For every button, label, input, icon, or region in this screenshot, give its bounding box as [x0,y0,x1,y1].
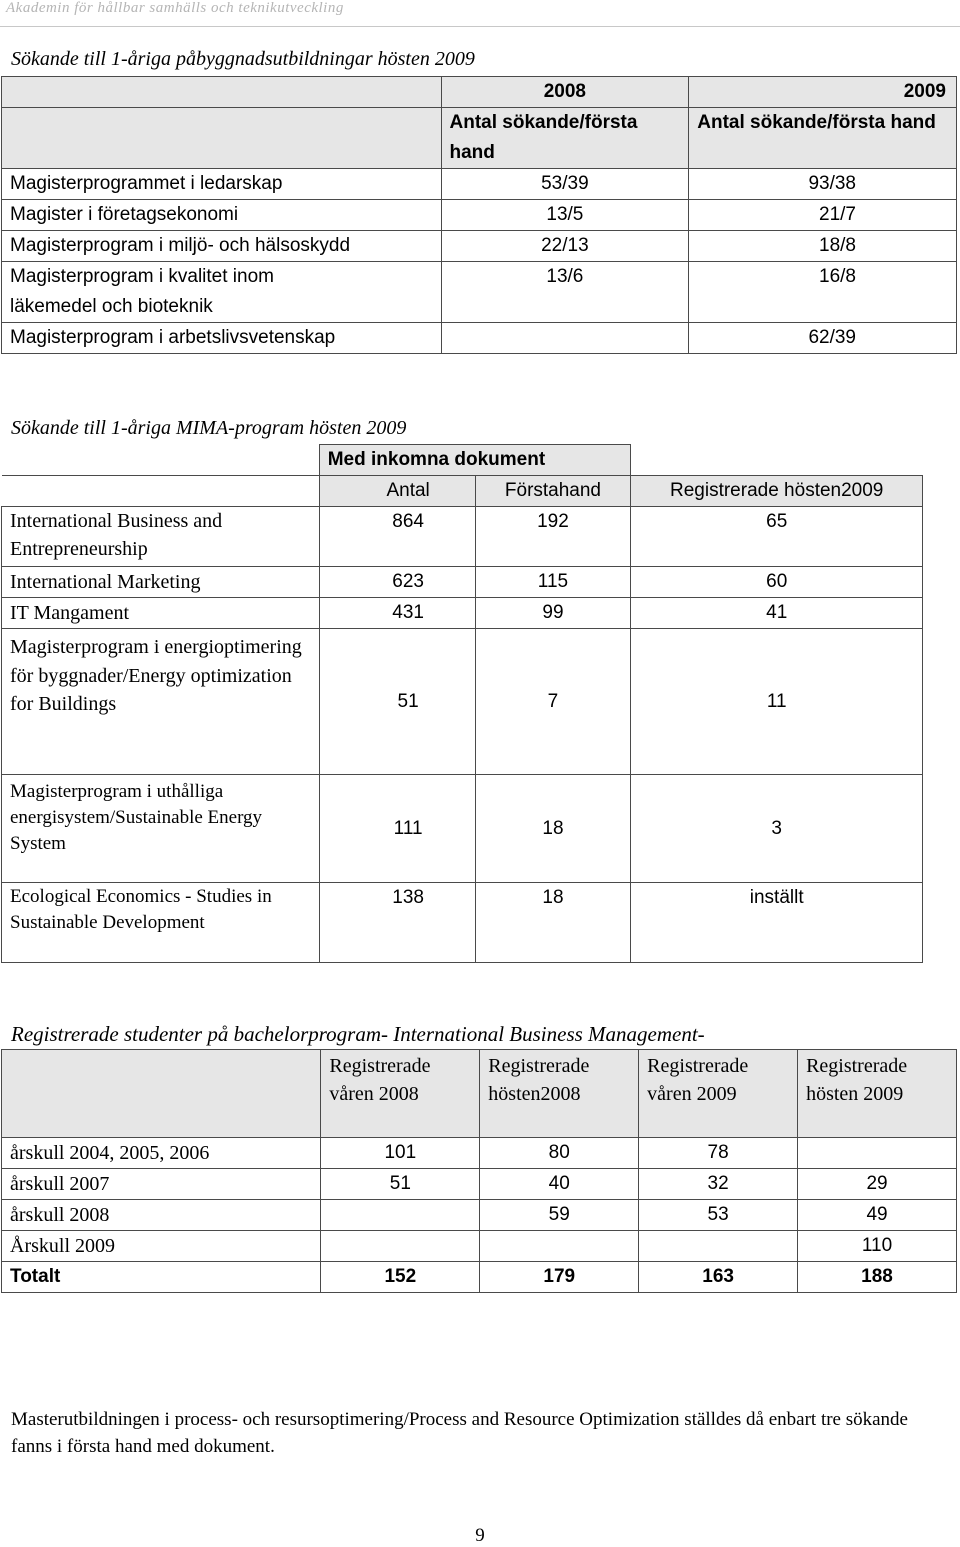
page-number: 9 [475,1525,485,1546]
table-subheader-row [2,108,957,169]
value-2008: 53/39 [441,169,689,200]
table-row [2,1231,957,1262]
group-header-row [2,445,923,476]
table-row [2,231,957,262]
bachelor-table [1,1049,957,1293]
cell-value [639,1231,798,1262]
column-header: Registrerade våren 2008 [321,1050,480,1138]
cohort-name: årskull 2008 [2,1200,321,1231]
program-name: Magister i företagsekonomi [2,200,442,231]
total-value: 163 [639,1262,798,1293]
column-header-empty [2,476,320,507]
column-header: Registrerade hösten 2009 [798,1050,957,1138]
subheader-2009: Antal sökande/första hand [689,108,957,169]
table-header-row [2,77,957,108]
header-empty-cell [2,1050,321,1138]
footnote: Masterutbildningen i process- och resursoptimering/Process and Resource Optimization ställdes då enbart tre sökande fanns i första hand med dokument. [11,1409,908,1457]
table-row [2,883,923,963]
antal-value: 138 [319,883,475,963]
group-header-empty [2,445,320,476]
table-row [2,1169,957,1200]
cell-value: 59 [480,1200,639,1231]
antal-value: 864 [319,507,475,567]
program-name: International Business and Entrepreneurship [2,507,320,567]
antal-value: 431 [319,598,475,629]
mima-table [1,444,923,963]
running-header: Akademin för hållbar samhälls och teknikutveckling [6,0,344,16]
program-name: International Marketing [2,567,320,598]
forstahand-value: 18 [475,883,631,963]
cell-value: 51 [321,1169,480,1200]
table-header-row [2,1050,957,1138]
column-header-row [2,476,923,507]
applicants-table [1,76,957,354]
cell-value: 80 [480,1138,639,1169]
forstahand-value: 115 [475,567,631,598]
cell-value [321,1231,480,1262]
registrerade-value: 11 [631,629,923,775]
value-2008: 22/13 [441,231,689,262]
total-value: 152 [321,1262,480,1293]
value-2009: 16/8 [689,262,957,323]
table-row [2,323,957,354]
program-name: Magisterprogram i arbetslivsvetenskap [2,323,442,354]
cell-value: 32 [639,1169,798,1200]
cell-value: 53 [639,1200,798,1231]
table-row [2,775,923,883]
value-2009: 93/38 [689,169,957,200]
table-row [2,1200,957,1231]
header-empty-cell [2,77,442,108]
table-row [2,598,923,629]
cell-value [480,1231,639,1262]
cell-value: 29 [798,1169,957,1200]
table-row [2,200,957,231]
section3-title: Registrerade studenter på bachelorprogram- International Business Management- [11,1022,705,1046]
registrerade-header: Registrerade hösten2009 [631,476,923,507]
group-header-label: Med inkomna dokument [319,445,631,476]
program-name: Magisterprogrammet i ledarskap [2,169,442,200]
table-row [2,567,923,598]
section1-title: Sökande till 1-åriga påbyggnadsutbildningar hösten 2009 [11,48,475,70]
program-name: Magisterprogram i uthålliga energisystem/Sustainable Energy System [2,775,320,883]
cell-value [798,1138,957,1169]
table-row [2,169,957,200]
cell-value [321,1200,480,1231]
antal-header: Antal [319,476,475,507]
total-label: Totalt [2,1262,321,1293]
antal-value: 623 [319,567,475,598]
table-row [2,262,957,323]
total-value: 188 [798,1262,957,1293]
registrerade-value: inställt [631,883,923,963]
cell-value: 101 [321,1138,480,1169]
value-2009: 21/7 [689,200,957,231]
column-header: Registrerade våren 2009 [639,1050,798,1138]
column-header: Registrerade hösten2008 [480,1050,639,1138]
year-2008-header: 2008 [441,77,689,108]
registrerade-value: 65 [631,507,923,567]
forstahand-value: 18 [475,775,631,883]
subheader-empty-cell [2,108,442,169]
antal-value: 111 [319,775,475,883]
group-header-empty [631,445,923,476]
registrerade-value: 60 [631,567,923,598]
table-row [2,1138,957,1169]
total-value: 179 [480,1262,639,1293]
cohort-name: Årskull 2009 [2,1231,321,1262]
value-2009: 62/39 [689,323,957,354]
value-2009: 18/8 [689,231,957,262]
cell-value: 78 [639,1138,798,1169]
forstahand-value: 7 [475,629,631,775]
program-name: Ecological Economics - Studies in Sustainable Development [2,883,320,963]
value-2008 [441,323,689,354]
antal-value: 51 [319,629,475,775]
forstahand-header: Förstahand [475,476,631,507]
value-2008: 13/5 [441,200,689,231]
cohort-name: årskull 2004, 2005, 2006 [2,1138,321,1169]
table-row [2,629,923,775]
value-2008: 13/6 [441,262,689,323]
year-2009-header: 2009 [689,77,957,108]
header-divider [0,26,960,27]
total-row [2,1262,957,1293]
program-name: Magisterprogram i energioptimering för byggnader/Energy optimization for Buildings [2,629,320,775]
section2-title: Sökande till 1-åriga MIMA-program hösten 2009 [11,417,407,439]
cell-value: 110 [798,1231,957,1262]
subheader-2008: Antal sökande/första hand [441,108,689,169]
cohort-name: årskull 2007 [2,1169,321,1200]
forstahand-value: 99 [475,598,631,629]
cell-value: 40 [480,1169,639,1200]
cell-value: 49 [798,1200,957,1231]
registrerade-value: 41 [631,598,923,629]
registrerade-value: 3 [631,775,923,883]
program-name: IT Mangament [2,598,320,629]
program-name: Magisterprogram i kvalitet inom läkemedel och bioteknik [2,262,442,323]
program-name: Magisterprogram i miljö- och hälsoskydd [2,231,442,262]
forstahand-value: 192 [475,507,631,567]
table-row [2,507,923,567]
